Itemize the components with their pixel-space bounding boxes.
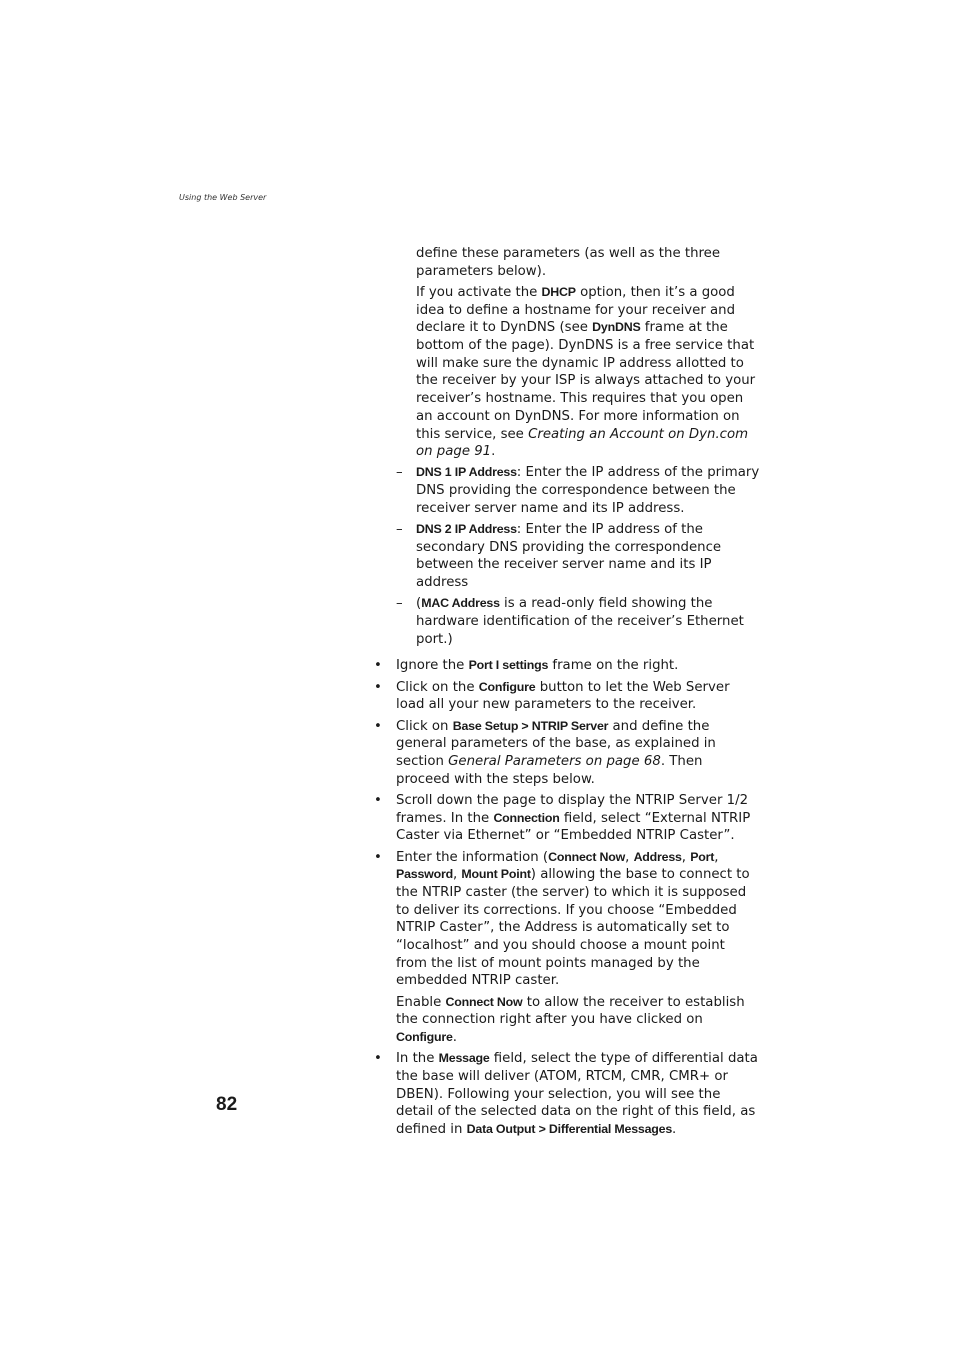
text: If you activate the	[416, 284, 542, 300]
text: ) allowing the base to connect to the NTRIP caster (the server) to which it is supposed to deliver its corrections. If you choose “Embedded NTRIP Caster”, the Address is automatically set to “localhost” and you should choose a mount point from the list of mount points managed by the embedded NTRIP caster.	[396, 867, 750, 989]
text: frame on the right.	[548, 658, 679, 674]
ui-term: Port	[690, 849, 715, 864]
ui-term: Configure	[478, 679, 536, 694]
dash-marker: –	[396, 465, 403, 481]
text: Scroll down the page to display the NTRIP Server 1/2 frames. In the	[396, 792, 749, 826]
text: option, then it’s a good idea to define a hostname for your receiver and declare it to DynDNS (see	[416, 284, 736, 336]
bullet-marker: •	[374, 718, 382, 734]
page-number: 82	[216, 1094, 238, 1115]
text: ,	[452, 867, 462, 883]
continuation-block	[416, 245, 760, 461]
bullet-marker: •	[374, 792, 382, 808]
ui-term: DNS 2 IP Address	[416, 522, 517, 537]
text: and define the general parameters of the base, as explained in section	[396, 718, 716, 769]
bullet-item	[368, 849, 760, 1047]
text: : Enter the IP address of the primary DNS providing the correspondence between the receiver server name and its IP address.	[416, 465, 760, 516]
text: Ignore the	[396, 658, 469, 674]
paragraph-dhcp	[416, 284, 760, 461]
ui-term: Message	[438, 1051, 490, 1066]
ui-term: Address	[633, 849, 682, 864]
ui-term: DNS 1 IP Address	[416, 465, 517, 480]
text: Enter the information (	[396, 849, 549, 865]
bullet-item	[368, 718, 760, 789]
text: button to let the Web Server load all your new parameters to the receiver.	[396, 679, 730, 713]
ui-term: Password	[396, 867, 453, 882]
text: . Then proceed with the steps below.	[396, 753, 703, 787]
bullet-text	[396, 718, 760, 789]
text: is a read-only field showing the hardware identification of the receiver’s Ethernet port.)	[416, 596, 744, 647]
ui-term: DynDNS	[592, 320, 641, 335]
text: .	[491, 444, 496, 460]
dash-item-dns2	[396, 521, 760, 592]
text: field, select “External NTRIP Caster via Ethernet” or “Embedded NTRIP Caster”.	[396, 810, 751, 844]
text: (	[416, 596, 422, 612]
bullet-text	[396, 849, 760, 1047]
ui-term: DHCP	[541, 284, 576, 299]
ui-term: Data Output > Differential Messages	[466, 1122, 673, 1137]
text: In the	[396, 1051, 439, 1067]
bullet-marker: •	[374, 658, 382, 674]
cross-reference: General Parameters on page 68	[448, 753, 661, 769]
text: to allow the receiver to establish the connection right after you have clicked on	[396, 994, 745, 1028]
bullet-text	[396, 792, 760, 845]
bullet-text	[396, 1050, 760, 1139]
ui-term: Connection	[493, 810, 560, 825]
dash-marker: –	[396, 596, 403, 612]
dash-item-text	[416, 521, 760, 592]
text: .	[452, 1030, 457, 1046]
bullet-item	[368, 792, 760, 845]
text: : Enter the IP address of the secondary DNS providing the correspondence between the receiver server name and its IP address	[416, 522, 722, 591]
bullet-marker: •	[374, 849, 382, 865]
text: Enable	[396, 994, 446, 1010]
ui-term: Connect Now	[445, 994, 523, 1009]
ui-term: Port I settings	[468, 658, 549, 673]
ui-term: Configure	[396, 1030, 453, 1045]
text: Click on the	[396, 679, 479, 695]
text: ,	[714, 849, 719, 865]
text: .	[672, 1122, 677, 1138]
bullet-item	[368, 679, 760, 714]
dash-item-dns1	[396, 464, 760, 517]
running-header: Using the Web Server	[179, 193, 267, 202]
text: frame at the bottom of the page). DynDNS is a free service that will make sure the dynamic IP address allotted to the receiver by your ISP is always attached to your receiver’s hostname. This requires that you open an account on DynDNS. For more information on this service, see	[416, 320, 756, 442]
bullet-item	[368, 1050, 760, 1139]
bullet-list	[368, 657, 760, 1138]
paragraph	[396, 849, 760, 991]
paragraph	[396, 994, 760, 1047]
bullet-text	[396, 657, 760, 675]
text: field, select the type of differential data the base will deliver (ATOM, RTCM, CMR, CMR+ or DBEN). Following your selection, you will see the detail of the selected data on the right of this field, as defined in	[396, 1051, 758, 1138]
text: Click on	[396, 718, 453, 734]
bullet-marker: •	[374, 1051, 382, 1067]
ui-term: MAC Address	[421, 596, 500, 611]
dash-item-text	[416, 464, 760, 517]
bullet-text	[396, 679, 760, 714]
text: ,	[681, 849, 691, 865]
ui-term: Base Setup > NTRIP Server	[452, 718, 609, 733]
dash-item-text	[416, 595, 760, 648]
bullet-item	[368, 657, 760, 675]
body-text	[368, 245, 760, 1142]
cross-reference: Creating an Account on Dyn.com on page 91	[416, 426, 749, 460]
paragraph: define these parameters (as well as the three parameters below).	[416, 246, 721, 279]
dash-item-mac	[396, 595, 760, 648]
ui-term: Mount Point	[461, 867, 531, 882]
text: ,	[625, 849, 634, 865]
ui-term: Connect Now	[548, 849, 626, 864]
bullet-marker: •	[374, 679, 382, 695]
dash-marker: –	[396, 522, 403, 538]
